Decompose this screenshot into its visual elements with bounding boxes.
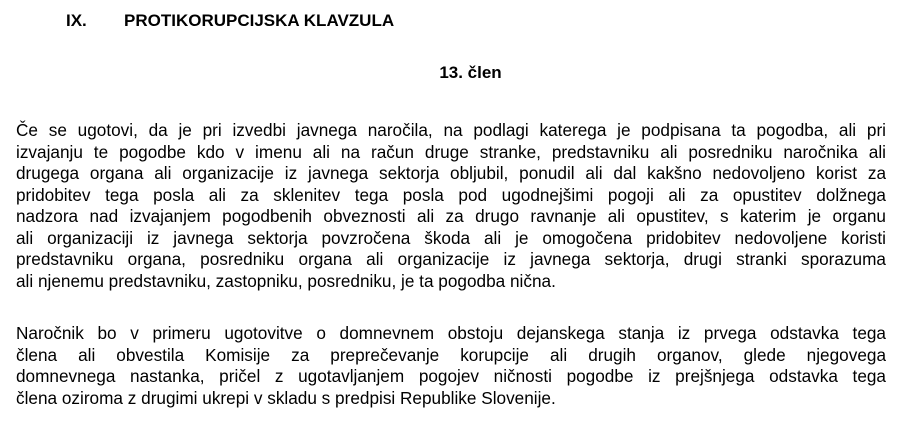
paragraph-line: nadzora nad izvajanjem pogodbenih obveznosti ali za drugo ravnanje ali opustitev, s katerim je organu (16, 206, 886, 226)
paragraph-1 (16, 120, 886, 292)
paragraph-line: pridobitev tega posla ali za sklenitev tega posla pod ugodnejšimi pogoji ali za opustitev dolžnega (16, 184, 886, 205)
paragraph-2 (16, 323, 886, 409)
paragraph-line: drugega organa ali organizacije iz javnega sektorja obljubil, ponudil ali dal kakšno nedovoljeno korist za (16, 163, 886, 183)
paragraph-line: ali njenemu predstavniku, zastopniku, posredniku, je ta pogodba nična. (16, 270, 556, 291)
section-number: IX. (66, 11, 87, 30)
paragraph-line: ali organizaciji iz javnega sektorja povzročena škoda ali je omogočena pridobitev nedovoljene koristi (16, 227, 886, 248)
section-heading (0, 6, 903, 36)
section-title: PROTIKORUPCIJSKA KLAVZULA (124, 11, 395, 30)
paragraph-line: Naročnik bo v primeru ugotovitve o domnevnem obstoju dejanskega stanja iz prvega odstavka tega (16, 323, 886, 343)
paragraph-line: izvajanju te pogodbe kdo v imenu ali na račun druge stranke, predstavniku ali posredniku naročnika ali (16, 141, 886, 162)
paragraph-line: Če se ugotovi, da je pri izvedbi javnega naročila, na podlagi katerega je podpisana ta pogodba, ali pri (16, 120, 886, 140)
paragraph-line: domnevnega nastanka, pričel z ugotavljanjem pogojev ničnosti pogodbe iz prejšnjega odstavka tega (16, 366, 886, 386)
paragraph-line: člena ali obvestila Komisije za preprečevanje korupcije ali drugih organov, glede njegovega (16, 344, 886, 365)
paragraph-line: člena oziroma z drugimi ukrepi v skladu s predpisi Republike Slovenije. (16, 387, 556, 408)
paragraph-line: predstavniku organa, posredniku organa ali organizacije iz javnega sektorja, drugi stranki sporazuma (16, 249, 886, 269)
article-heading (0, 58, 903, 88)
article-title: 13. člen (439, 63, 502, 82)
